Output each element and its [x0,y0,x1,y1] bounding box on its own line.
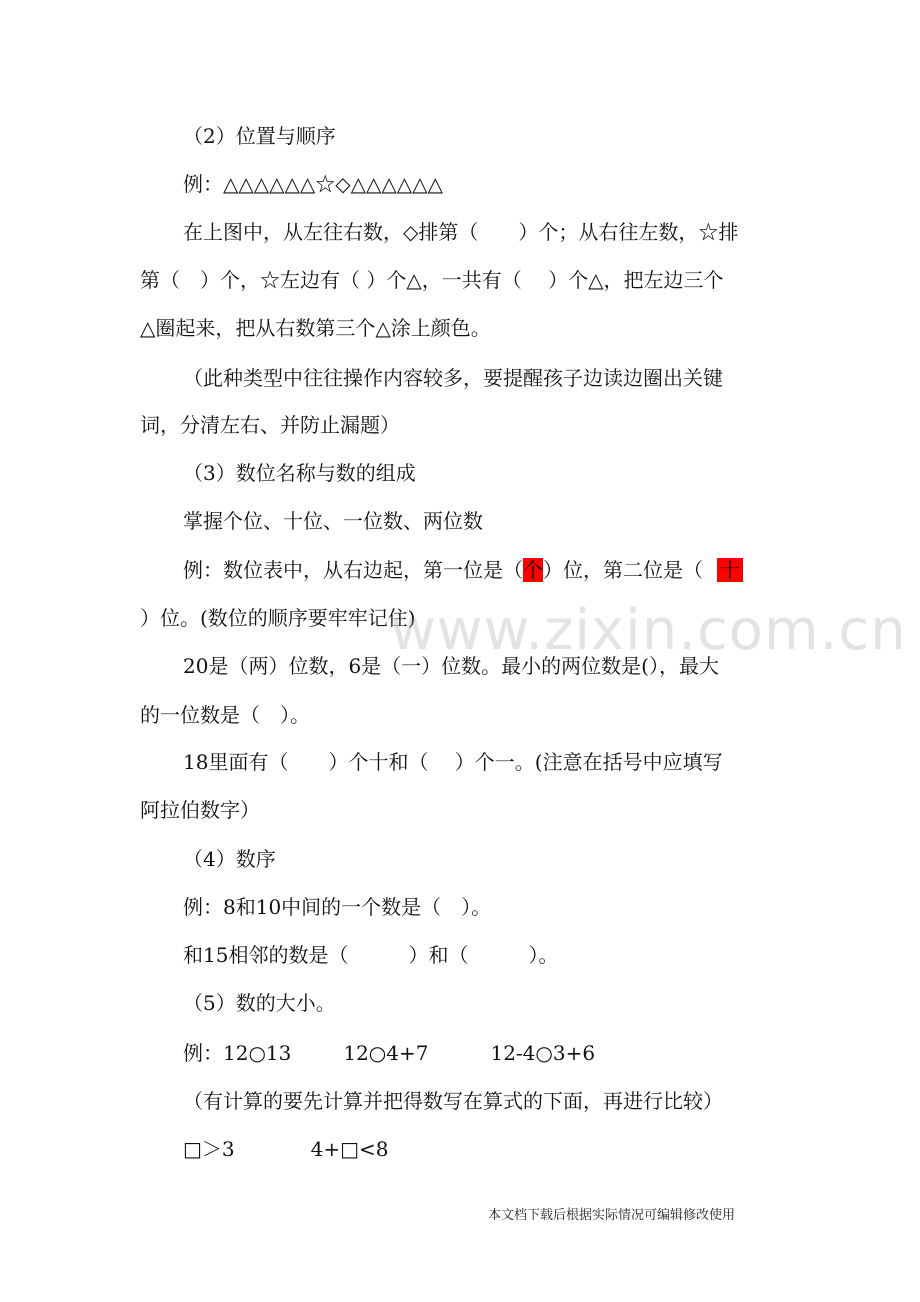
inequality-example: □＞3 [183,1137,235,1161]
section-heading-number-size: （5）数的大小。 [183,991,336,1015]
question-text-line: 例：8和10中间的一个数是（ ）。 [183,895,492,919]
watermark: www.zixin.com.cn [390,598,907,663]
page-footer: 本文档下载后根据实际情况可编辑修改使用 [488,1208,736,1223]
question-text-line: 第（ ）个，☆左边有（ ）个△，一共有（ ）个△，把左边三个 [140,268,724,292]
example-text: ）位，第二位是（ [543,558,703,582]
section-heading-place-value: （3）数位名称与数的组成 [183,461,416,485]
note-text-line: （有计算的要先计算并把得数写在算式的下面，再进行比较） [183,1089,723,1113]
question-text-line: 和15相邻的数是（ ）和（ ）。 [183,943,559,967]
comparison-example: 12○4+7 [343,1041,429,1065]
highlighted-answer: 十 [717,558,743,582]
comparison-example: 12-4○3+6 [490,1041,596,1065]
note-text-line: （此种类型中往往操作内容较多，要提醒孩子边读边圈出关键 [183,366,723,390]
section-heading-number-order: （4）数序 [183,847,276,871]
paragraph-text-line: ）位。(数位的顺序要牢牢记住) [140,606,416,630]
question-text-line: 的一位数是（ ）。 [140,703,310,727]
example-shape-sequence: 例：△△△△△△☆◇△△△△△△ [183,172,443,196]
example-text: 例：数位表中，从右边起，第一位是（ [183,558,523,582]
paragraph-text-line: 掌握个位、十位、一位数、两位数 [183,509,483,533]
question-text-line: △圈起来，把从右数第三个△涂上颜色。 [140,316,491,340]
comparison-examples-line [183,1039,595,1067]
question-text-line: 20是（两）位数，6是（一）位数。最小的两位数是(），最大 [183,654,719,678]
question-text-line: 18里面有（ ）个十和（ ）个一。(注意在括号中应填写 [183,750,723,774]
question-text-line: 阿拉伯数字） [140,798,260,822]
inequality-examples-line [183,1135,389,1163]
highlighted-answer: 个 [523,558,543,582]
section-heading-position-order: （2）位置与顺序 [183,124,336,148]
example-place-value-line [183,556,743,584]
comparison-example: 例：12○13 [183,1041,292,1065]
note-text-line: 词，分清左右、并防止漏题） [140,413,400,437]
question-text-line: 在上图中，从左往右数，◇排第（ ）个；从右往左数，☆排 [183,220,739,244]
inequality-example: 4+□<8 [310,1137,389,1161]
